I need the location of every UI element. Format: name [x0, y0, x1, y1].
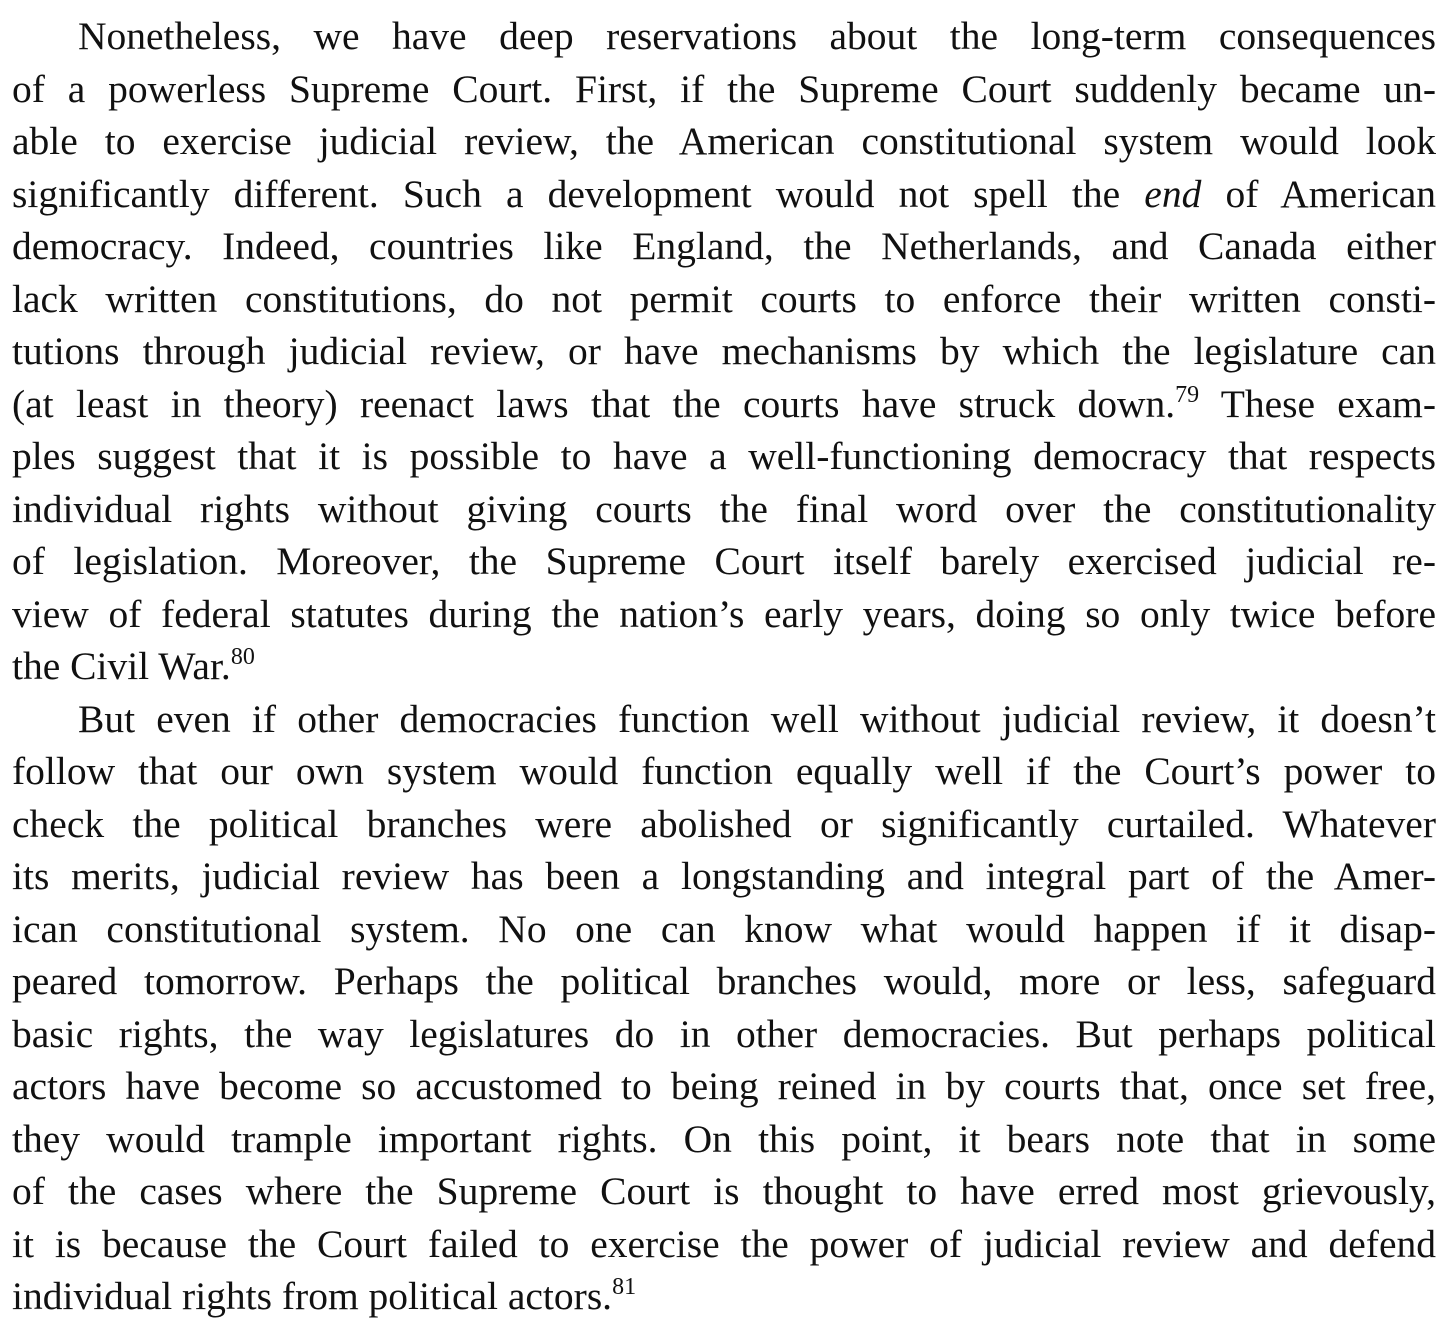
text-line — [12, 693, 1436, 746]
text-segment: individual rights without giving courts the final word over the constitutionality — [12, 486, 1436, 531]
text-line — [12, 115, 1436, 168]
text-segment: its merits, judicial review has been a longstanding and integral part of the Amer- — [12, 854, 1436, 898]
text-segment: of the cases where the Supreme Court is thought to have erred most grievously, — [12, 1169, 1436, 1213]
footnote-marker: 81 — [612, 1274, 637, 1300]
text-segment: ican constitutional system. No one can know what would happen if it disap- — [12, 906, 1436, 951]
text-segment: These exam- — [1199, 381, 1437, 426]
emphasis-text: end — [1144, 171, 1202, 216]
text-line — [12, 10, 1436, 63]
text-segment: Nonetheless, we have deep reservations about the long-term consequences — [78, 14, 1436, 58]
text-line — [12, 745, 1436, 798]
footnote-marker: 79 — [1175, 381, 1200, 408]
text-line — [12, 640, 1436, 693]
text-segment: lack written constitutions, do not permit courts to enforce their written consti- — [12, 276, 1436, 321]
text-segment: But even if other democracies function well without judicial review, it doesn’t — [78, 696, 1436, 741]
text-segment: check the political branches were abolished or significantly curtailed. Whatever — [12, 801, 1436, 846]
text-segment: they would trample important rights. On this point, it bears note that in some — [12, 1116, 1436, 1161]
text-segment: follow that our own system would function equally well if the Court’s power to — [12, 749, 1436, 793]
text-segment: ples suggest that it is possible to have a well-functioning democracy that respects — [12, 434, 1436, 478]
footnote-marker: 80 — [230, 644, 255, 670]
text-segment: basic rights, the way legislatures do in other democracies. But perhaps political — [12, 1011, 1436, 1056]
text-segment: of legislation. Moreover, the Supreme Court itself barely exercised judicial re- — [12, 539, 1436, 583]
text-segment: tutions through judicial review, or have mechanisms by which the legislature can — [12, 329, 1436, 373]
text-line — [12, 1218, 1436, 1271]
text-line — [12, 535, 1436, 588]
body-text — [12, 10, 1436, 1323]
text-segment: democracy. Indeed, countries like England, the Netherlands, and Canada either — [12, 224, 1436, 268]
text-segment: peared tomorrow. Perhaps the political branches would, more or less, safeguard — [12, 959, 1436, 1003]
text-line — [12, 483, 1436, 536]
text-line — [12, 588, 1436, 641]
text-segment: of a powerless Supreme Court. First, if the Supreme Court suddenly became un- — [12, 66, 1436, 111]
text-line — [12, 430, 1436, 483]
text-line — [12, 850, 1436, 903]
text-line — [12, 273, 1436, 326]
document-page — [12, 10, 1436, 1323]
text-segment: of American — [1201, 171, 1437, 216]
text-segment: (at least in theory) reenact laws that the courts have struck down. — [12, 381, 1176, 426]
text-line — [12, 1008, 1436, 1061]
text-line — [12, 1165, 1436, 1218]
text-line — [12, 325, 1436, 378]
text-line — [12, 63, 1436, 116]
paragraph — [12, 693, 1436, 1323]
text-segment: actors have become so accustomed to being reined in by courts that, once set free, — [12, 1064, 1436, 1108]
text-segment: it is because the Court failed to exercise the power of judicial review and defend — [12, 1221, 1436, 1266]
paragraph — [12, 10, 1436, 693]
text-line — [12, 1113, 1436, 1166]
text-line — [12, 903, 1436, 956]
text-line — [12, 798, 1436, 851]
text-line — [12, 220, 1436, 273]
text-line — [12, 1060, 1436, 1113]
text-line — [12, 955, 1436, 1008]
text-line — [12, 168, 1436, 221]
text-segment: view of federal statutes during the nation’s early years, doing so only twice before — [12, 591, 1436, 636]
text-line — [12, 378, 1436, 431]
text-segment: individual rights from political actors. — [12, 1274, 613, 1318]
text-segment: significantly different. Such a development would not spell the — [12, 171, 1145, 216]
text-line — [12, 1270, 1436, 1323]
text-segment: the Civil War. — [12, 644, 231, 688]
text-segment: able to exercise judicial review, the American constitutional system would look — [12, 119, 1436, 163]
